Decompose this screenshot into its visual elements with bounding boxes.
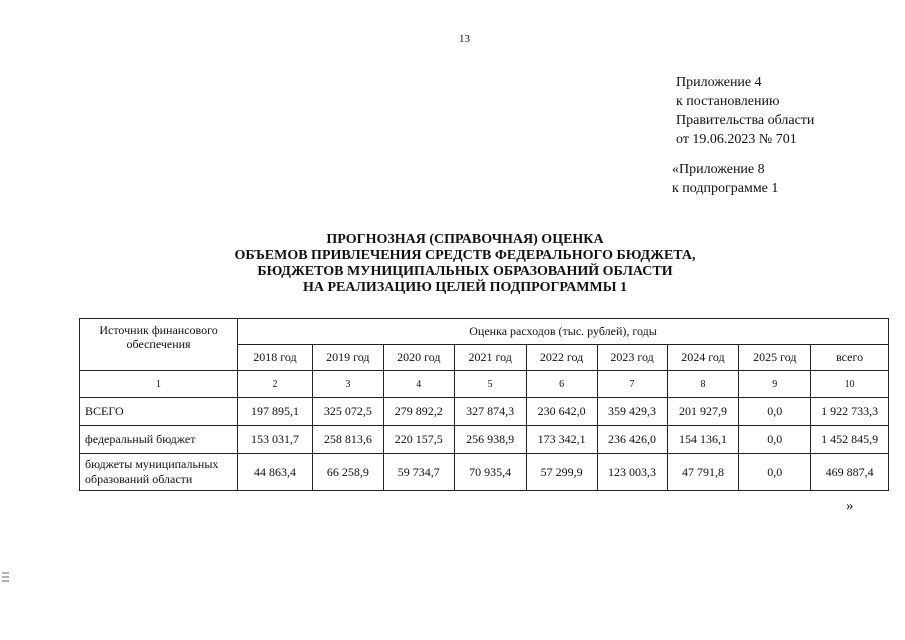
column-number: 1 [80,371,238,398]
margin-tick-icon [2,572,10,584]
value-cell: 123 003,3 [597,454,667,491]
year-header: 2021 год [454,345,526,371]
appendix-reference [672,160,778,198]
value-cell: 359 429,3 [597,398,667,426]
table-row [80,454,889,491]
year-header: 2023 год [597,345,667,371]
table-header-row [80,319,889,345]
appendix-line: Приложение 4 [676,75,762,90]
value-cell: 47 791,8 [667,454,739,491]
source-cell: ВСЕГО [80,398,238,426]
total-cell: 469 887,4 [811,454,889,491]
value-cell: 279 892,2 [383,398,454,426]
title-line: НА РЕАЛИЗАЦИЮ ЦЕЛЕЙ ПОДПРОГРАММЫ 1 [303,280,627,295]
appendix-header [676,73,814,149]
value-cell: 0,0 [739,454,811,491]
table-row [80,426,889,454]
column-number: 8 [667,371,739,398]
value-cell: 325 072,5 [312,398,383,426]
scan-margin-mark [2,572,10,584]
year-header: 2024 год [667,345,739,371]
column-number: 3 [312,371,383,398]
value-cell: 0,0 [739,398,811,426]
value-cell: 258 813,6 [312,426,383,454]
value-cell: 197 895,1 [238,398,313,426]
value-cell: 57 299,9 [526,454,597,491]
appendix-line: к постановлению [676,94,780,109]
value-cell: 256 938,9 [454,426,526,454]
appendix-ref-line: «Приложение 8 [672,162,765,177]
total-cell: 1 452 845,9 [811,426,889,454]
value-cell: 173 342,1 [526,426,597,454]
year-header: 2025 год [739,345,811,371]
column-number: 5 [454,371,526,398]
year-header: 2022 год [526,345,597,371]
column-number: 7 [597,371,667,398]
appendix-ref-line: к подпрограмме 1 [672,181,779,196]
value-cell: 327 874,3 [454,398,526,426]
column-number: 9 [739,371,811,398]
column-number: 4 [383,371,454,398]
column-number-row [80,371,889,398]
group-header: Оценка расходов (тыс. рублей), годы [238,319,889,345]
appendix-line: от 19.06.2023 № 701 [676,132,797,147]
value-cell: 0,0 [739,426,811,454]
value-cell: 66 258,9 [312,454,383,491]
value-cell: 230 642,0 [526,398,597,426]
title-line: ПРОГНОЗНАЯ (СПРАВОЧНАЯ) ОЦЕНКА [326,232,604,247]
column-number: 10 [811,371,889,398]
funding-table [79,318,889,491]
value-cell: 70 935,4 [454,454,526,491]
value-cell: 236 426,0 [597,426,667,454]
value-cell: 153 031,7 [238,426,313,454]
value-cell: 201 927,9 [667,398,739,426]
title-line: ОБЪЕМОВ ПРИВЛЕЧЕНИЯ СРЕДСТВ ФЕДЕРАЛЬНОГО БЮДЖЕТА, [234,248,696,263]
value-cell: 220 157,5 [383,426,454,454]
column-number: 6 [526,371,597,398]
appendix-line: Правительства области [676,113,815,128]
source-cell: федеральный бюджет [80,426,238,454]
total-cell: 1 922 733,3 [811,398,889,426]
value-cell: 44 863,4 [238,454,313,491]
source-header: Источник финансового обеспечения [80,319,238,371]
document-title [80,232,850,296]
value-cell: 59 734,7 [383,454,454,491]
total-header: всего [811,345,889,371]
year-header: 2018 год [238,345,313,371]
source-cell: бюджеты муниципальных образований области [80,454,238,491]
column-number: 2 [238,371,313,398]
title-line: БЮДЖЕТОВ МУНИЦИПАЛЬНЫХ ОБРАЗОВАНИЙ ОБЛАСТИ [257,264,673,279]
year-header: 2020 год [383,345,454,371]
closing-quote: » [846,498,854,514]
value-cell: 154 136,1 [667,426,739,454]
year-header: 2019 год [312,345,383,371]
table-row [80,398,889,426]
page-number: 13 [459,33,470,45]
